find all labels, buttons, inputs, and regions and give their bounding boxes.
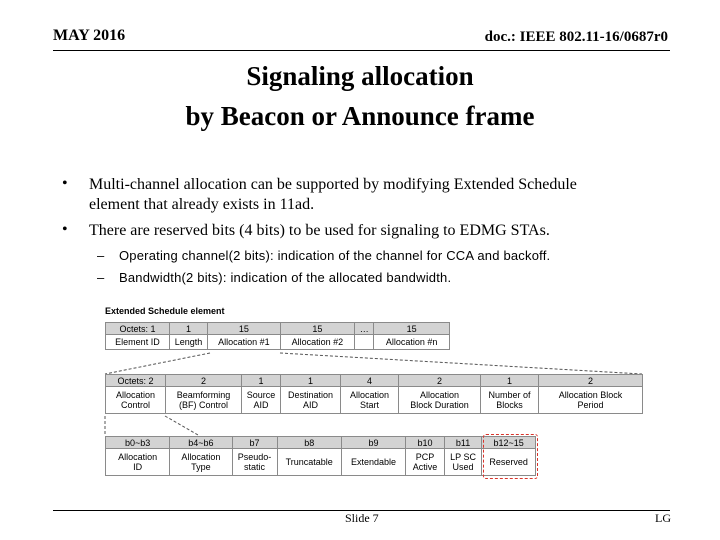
field-line: Pseudo-	[237, 452, 272, 462]
field-line: Block Duration	[410, 400, 469, 410]
octets-cell: 15	[374, 323, 450, 335]
field-line: Control	[120, 400, 150, 410]
bits-cell: b8	[277, 437, 341, 449]
field-cell	[106, 449, 170, 476]
octets-cell: 2	[166, 375, 242, 387]
field-line: Destination	[287, 390, 334, 400]
field-cell	[106, 387, 166, 414]
bits-cell: b4~b6	[170, 437, 232, 449]
field-line: Period	[577, 400, 604, 410]
footer-company: LG	[655, 511, 671, 525]
bits-cell: b0~b3	[106, 437, 170, 449]
field-cell	[242, 387, 281, 414]
field-cell	[481, 387, 539, 414]
slide-title-line1: Signaling allocation	[246, 61, 474, 91]
table-header-row	[106, 323, 450, 335]
field-cell	[355, 335, 374, 350]
field-line: Blocks	[496, 400, 523, 410]
bullet-line: element that already exists in 11ad.	[89, 196, 315, 213]
octets-cell: 2	[539, 375, 643, 387]
header-date: MAY 2016	[53, 27, 126, 44]
reserved-bits-highlight	[483, 434, 538, 479]
field-cell	[232, 449, 277, 476]
octets-cell: Octets: 2	[106, 375, 166, 387]
field-line: Type	[191, 462, 211, 472]
table-header-row	[106, 375, 643, 387]
table-field-row	[106, 387, 643, 414]
octets-cell: 1	[481, 375, 539, 387]
field-line: Extendable	[351, 457, 397, 467]
field-line: static	[244, 462, 266, 472]
table-header-row	[106, 437, 536, 449]
bits-cell: b9	[341, 437, 405, 449]
field-cell	[281, 387, 341, 414]
field-cell: Length	[169, 335, 207, 350]
field-cell	[399, 387, 481, 414]
octets-cell: 15	[208, 323, 280, 335]
octets-cell: 4	[341, 375, 399, 387]
field-cell	[277, 449, 341, 476]
field-line: PCP	[415, 452, 435, 462]
bullet-text	[89, 175, 659, 215]
expansion-lines-2	[100, 414, 200, 438]
field-line: Reserved	[489, 457, 528, 467]
bullet-marker: •	[62, 175, 68, 192]
header-doc-id: doc.: IEEE 802.11-16/0687r0	[484, 29, 668, 45]
octets-cell: …	[355, 323, 374, 335]
field-line: Used	[452, 462, 474, 472]
bullet-marker: •	[62, 221, 68, 238]
field-cell: Allocation #1	[208, 335, 280, 350]
field-line: Beamforming	[176, 390, 231, 400]
field-line: Active	[412, 462, 438, 472]
field-line: Allocation	[115, 390, 156, 400]
field-cell: Allocation #2	[280, 335, 355, 350]
header-divider	[53, 50, 670, 51]
octets-cell: Octets: 1	[106, 323, 170, 335]
field-cell: Element ID	[106, 335, 170, 350]
subbullet-text: Bandwidth(2 bits): indication of the allocated bandwidth.	[119, 270, 452, 285]
field-line: Allocation	[181, 452, 221, 462]
field-cell	[444, 449, 482, 476]
field-line: (BF) Control	[178, 400, 228, 410]
allocation-control-table	[105, 436, 536, 476]
bullet-line: Multi-channel allocation can be supported by modifying Extended Schedule	[89, 176, 577, 193]
field-line: Truncatable	[285, 457, 333, 467]
diagram-title: Extended Schedule element	[105, 306, 225, 316]
octets-cell: 1	[169, 323, 207, 335]
subbullet-marker: –	[97, 248, 105, 263]
octets-cell: 2	[399, 375, 481, 387]
bits-cell: b7	[232, 437, 277, 449]
octets-cell: 15	[280, 323, 355, 335]
field-line: Allocation Block	[558, 390, 623, 400]
table-field-row	[106, 449, 536, 476]
field-cell	[341, 387, 399, 414]
allocation-fields-table	[105, 374, 643, 414]
slide-title-line2: by Beacon or Announce frame	[185, 101, 535, 131]
subbullet-marker: –	[97, 270, 105, 285]
bullet-text	[89, 221, 659, 241]
bits-cell: b11	[444, 437, 482, 449]
field-cell	[170, 449, 232, 476]
field-line: ID	[133, 462, 143, 472]
table-field-row	[106, 335, 450, 350]
octets-cell: 1	[281, 375, 341, 387]
field-cell: Allocation #n	[374, 335, 450, 350]
field-line: LP SC	[450, 452, 476, 462]
field-line: Number of	[488, 390, 531, 400]
field-cell	[166, 387, 242, 414]
field-line: AID	[253, 400, 269, 410]
field-line: Allocation	[419, 390, 460, 400]
field-cell	[539, 387, 643, 414]
field-line: AID	[302, 400, 318, 410]
field-cell	[341, 449, 405, 476]
field-cell	[406, 449, 445, 476]
field-line: Source	[246, 390, 276, 400]
field-line: Allocation	[349, 390, 390, 400]
slide-number: Slide 7	[345, 511, 379, 525]
field-line: Start	[359, 400, 379, 410]
octets-cell: 1	[242, 375, 281, 387]
field-line: Allocation	[118, 452, 158, 462]
bits-cell: b10	[406, 437, 445, 449]
subbullet-text: Operating channel(2 bits): indication of the channel for CCA and backoff.	[119, 248, 551, 263]
element-format-table	[105, 322, 450, 350]
bullet-line: There are reserved bits (4 bits) to be used for signaling to EDMG STAs.	[89, 222, 550, 239]
bits-cell: b12~15	[482, 437, 536, 449]
